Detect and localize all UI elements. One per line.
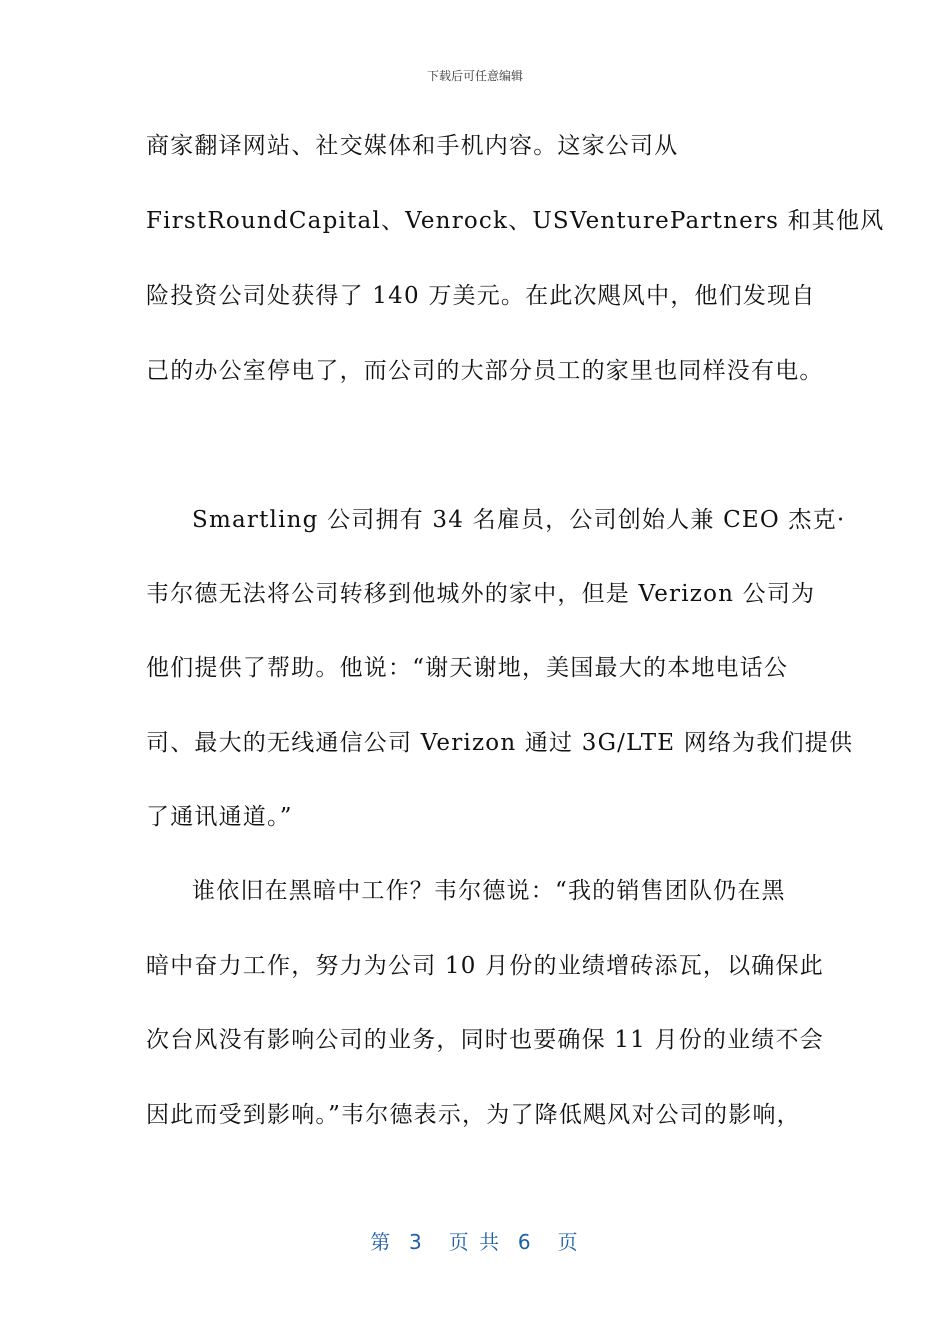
body-line-3: 险投资公司处获得了 140 万美元。在此次飓风中，他们发现自: [146, 283, 816, 309]
page-number: [0, 1226, 950, 1255]
body-line-5: Smartling 公司拥有 34 名雇员，公司创始人兼 CEO 杰克·: [192, 507, 846, 533]
body-line-9: 了通讯通道。”: [146, 804, 293, 830]
body-line-6: 韦尔德无法将公司转移到他城外的家中，但是 Verizon 公司为: [146, 581, 816, 607]
body-line-4: 己的办公室停电了，而公司的大部分员工的家里也同样没有电。: [146, 358, 824, 384]
body-line-12: 次台风没有影响公司的业务，同时也要确保 11 月份的业绩不会: [146, 1027, 824, 1053]
body-line-8: 司、最大的无线通信公司 Verizon 通过 3G/LTE 网络为我们提供: [146, 730, 854, 756]
body-line-2: FirstRoundCapital、Venrock、USVenturePartners 和其他风: [146, 208, 885, 234]
body-line-10: 谁依旧在黑暗中工作？韦尔德说：“我的销售团队仍在黑: [192, 878, 786, 904]
body-line-11: 暗中奋力工作，努力为公司 10 月份的业绩增砖添瓦，以确保此: [146, 953, 824, 979]
body-line-13: 因此而受到影响。”韦尔德表示，为了降低飓风对公司的影响，: [146, 1102, 801, 1128]
body-line-1: 商家翻译网站、社交媒体和手机内容。这家公司从: [146, 133, 679, 159]
body-line-7: 他们提供了帮助。他说：“谢天谢地，美国最大的本地电话公: [146, 655, 789, 681]
page-number-text: 第 3 页 共 6 页: [370, 1230, 580, 1254]
header-note: 下载后可任意编辑: [426, 69, 523, 83]
